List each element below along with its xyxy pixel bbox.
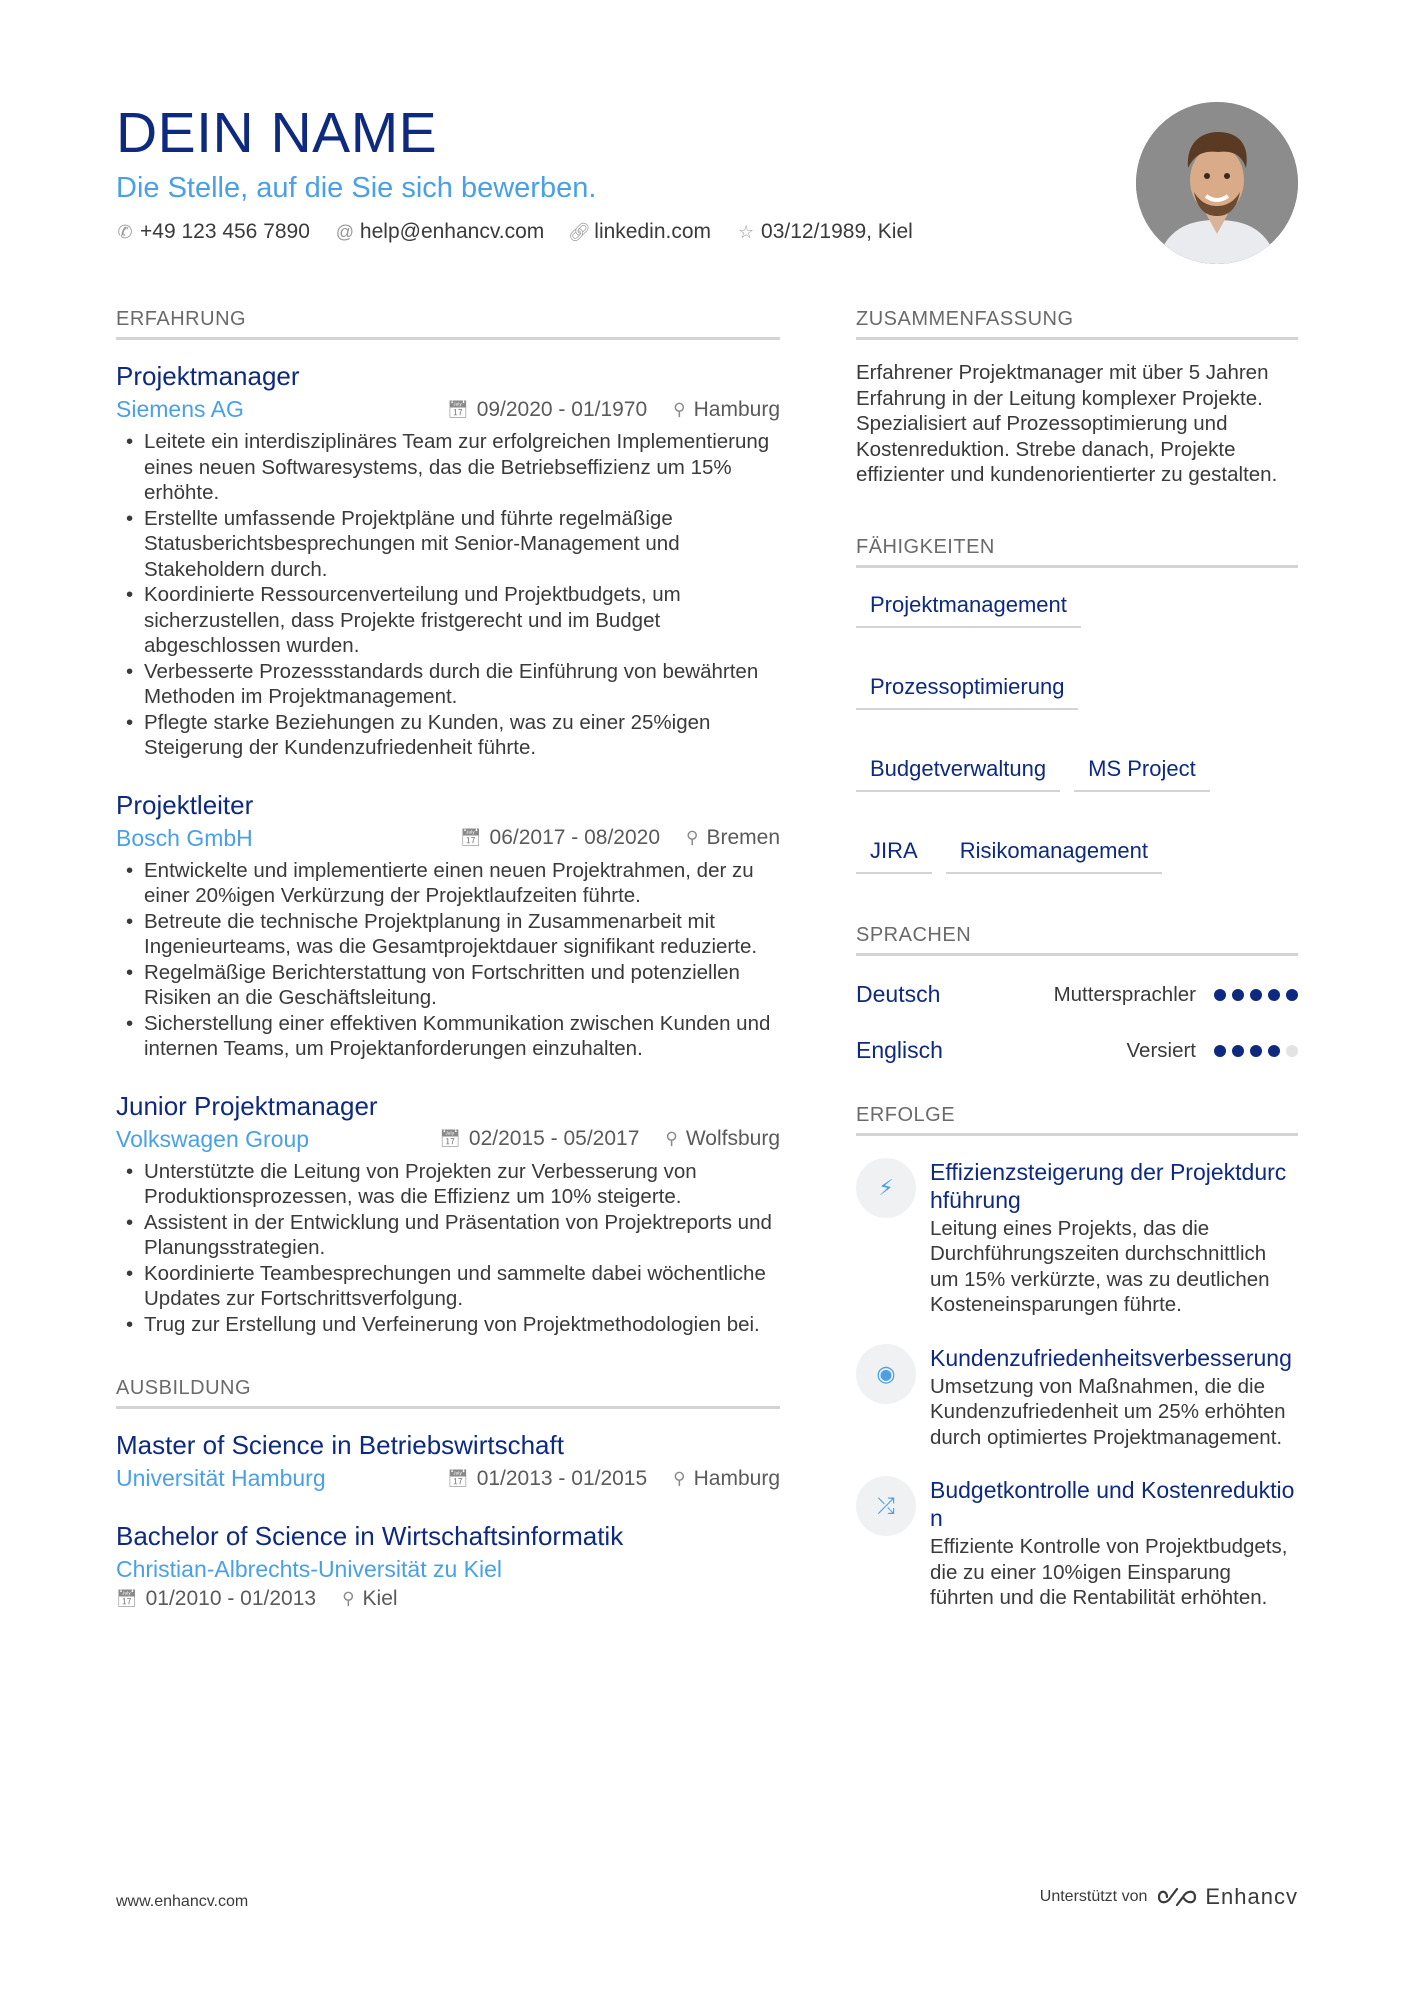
language-rating bbox=[1214, 1045, 1298, 1057]
education-entry bbox=[116, 1520, 780, 1611]
skills-list bbox=[856, 586, 1298, 874]
list-item: • Sicherstellung einer effektiven Kommunikation zwischen Kunden und internen Teams, um Projektanforderungen einzuhalten. bbox=[116, 1011, 780, 1062]
degree-title: Master of Science in Betriebswirtschaft bbox=[116, 1430, 564, 1460]
education-dates-text: 01/2013 - 01/2015 bbox=[476, 1466, 648, 1490]
section-title-experience: ERFAHRUNG bbox=[116, 308, 780, 340]
section-title-education: AUSBILDUNG bbox=[116, 1377, 780, 1409]
list-item: • Unterstützte die Leitung von Projekten zur Verbesserung von Produktionsprozessen, was die Effizienz um 10% steigerte. bbox=[116, 1159, 780, 1210]
section-title-skills: FÄHIGKEITEN bbox=[856, 536, 1298, 568]
language-level: Versiert bbox=[1126, 1038, 1196, 1062]
language-right bbox=[1054, 983, 1298, 1007]
rating-dot-filled bbox=[1250, 1045, 1262, 1057]
job-dates bbox=[439, 1127, 639, 1151]
education-location bbox=[342, 1587, 397, 1611]
contact-email-text[interactable]: help@enhancv.com bbox=[359, 220, 545, 243]
contact-phone bbox=[116, 220, 310, 244]
education-meta-right bbox=[116, 1587, 780, 1611]
list-item: • Entwickelte und implementierte einen neuen Projektrahmen, der zu einer 20%igen Verkürzung der Projektlaufzeiten führte. bbox=[116, 858, 780, 909]
language-right bbox=[1127, 1039, 1299, 1063]
footer-website[interactable]: www.enhancv.com bbox=[116, 1893, 249, 1910]
job-entry bbox=[116, 1090, 780, 1338]
list-item: • Erstellte umfassende Projektpläne und führte regelmäßige Statusberichtsbesprechungen mit Senior-Management und Stakeholdern durch. bbox=[116, 506, 780, 583]
rating-dot-empty bbox=[1286, 1045, 1298, 1057]
contact-birth-text: 03/12/1989, Kiel bbox=[761, 220, 913, 243]
list-item: • Regelmäßige Berichterstattung von Fortschritten und potenziellen Risiken an die Geschäftsleitung. bbox=[116, 960, 780, 1011]
footer-brand bbox=[1040, 1884, 1298, 1910]
rating-dot-filled bbox=[1250, 989, 1262, 1001]
calendar-icon: 📅︎ bbox=[459, 828, 482, 847]
achievement-body bbox=[930, 1476, 1298, 1611]
job-meta-right bbox=[460, 826, 780, 850]
brand-logo[interactable] bbox=[1157, 1884, 1298, 1910]
candidate-name: DEIN NAME bbox=[116, 101, 438, 165]
skill-tag: MS Project bbox=[1074, 750, 1210, 792]
job-meta-right bbox=[439, 1127, 780, 1151]
job-location bbox=[665, 1127, 780, 1151]
job-title: Projektleiter bbox=[116, 789, 254, 820]
achievement-title: Effizienzsteigerung der Projektdurchführung bbox=[930, 1158, 1287, 1213]
job-meta bbox=[116, 825, 780, 852]
achievement-title: Kundenzufriedenheitsverbesserung bbox=[930, 1344, 1292, 1371]
job-entry bbox=[116, 360, 780, 761]
job-dates-text: 09/2020 - 01/1970 bbox=[476, 397, 648, 421]
education-location bbox=[673, 1467, 780, 1491]
job-title: Projektmanager bbox=[116, 361, 300, 391]
achievement-item bbox=[856, 1476, 1298, 1611]
job-meta bbox=[116, 396, 780, 423]
job-bullets bbox=[116, 429, 780, 761]
left-column bbox=[116, 308, 780, 1611]
rating-dot-filled bbox=[1268, 989, 1280, 1001]
achievement-item bbox=[856, 1344, 1298, 1451]
skill-tag: Projektmanagement bbox=[856, 586, 1081, 628]
link-icon: 🔗︎ bbox=[567, 221, 591, 242]
job-meta bbox=[116, 1126, 780, 1153]
profile-photo bbox=[1136, 102, 1298, 264]
achievement-item bbox=[856, 1158, 1298, 1318]
contact-phone-text: +49 123 456 7890 bbox=[140, 220, 310, 243]
job-location-text: Bremen bbox=[706, 826, 780, 849]
skill-tag: Prozessoptimierung bbox=[856, 668, 1078, 710]
job-dates bbox=[460, 826, 660, 850]
location-pin-icon: ⚲ bbox=[673, 1468, 686, 1488]
job-dates bbox=[447, 398, 647, 422]
list-item: • Assistent in der Entwicklung und Präsentation von Projektreports und Planungsstrategien. bbox=[116, 1210, 780, 1261]
achievement-title: Budgetkontrolle und Kostenreduktion bbox=[930, 1477, 1295, 1531]
achievement-desc: Umsetzung von Maßnahmen, die die Kundenzufriedenheit um 25% erhöhten durch optimiertes Projektmanagement. bbox=[930, 1374, 1286, 1449]
contact-email[interactable] bbox=[336, 220, 544, 244]
education-dates-text: 01/2010 - 01/2013 bbox=[145, 1587, 317, 1610]
education-entry bbox=[116, 1429, 780, 1492]
list-item: • Pflegte starke Beziehungen zu Kunden, was zu einer 25%igen Steigerung der Kundenzufriedenheit führte. bbox=[116, 710, 780, 761]
section-title-languages: SPRACHEN bbox=[856, 924, 1298, 956]
lightning-icon: ⚡︎ bbox=[856, 1158, 916, 1218]
rating-dot-filled bbox=[1268, 1045, 1280, 1057]
job-entry bbox=[116, 789, 780, 1062]
company-name: Bosch GmbH bbox=[116, 824, 253, 851]
job-meta-right bbox=[447, 398, 780, 422]
job-location bbox=[673, 398, 780, 422]
company-name: Volkswagen Group bbox=[116, 1125, 310, 1152]
at-icon: @ bbox=[335, 221, 355, 242]
rating-dot-filled bbox=[1214, 989, 1226, 1001]
education-meta bbox=[116, 1465, 780, 1492]
star-icon: ☆ bbox=[737, 221, 755, 242]
job-title-target: Die Stelle, auf die Sie sich bewerben. bbox=[116, 172, 597, 204]
job-bullets bbox=[116, 858, 780, 1062]
location-pin-icon: ⚲ bbox=[673, 399, 686, 419]
summary-text: Erfahrener Projektmanager mit über 5 Jahren Erfahrung in der Leitung komplexer Projekte. Spezialisiert auf Prozessoptimierung und Kostenreduktion. Strebe danach, Projekte effizienter und kundenorientierter zu gestalten. bbox=[856, 361, 1278, 486]
powered-by-label: Unterstützt von bbox=[1039, 1888, 1148, 1905]
infinity-logo-icon bbox=[1157, 1886, 1197, 1908]
education-dates bbox=[447, 1467, 647, 1491]
phone-icon: ✆ bbox=[117, 221, 133, 242]
education-location-text: Hamburg bbox=[693, 1466, 780, 1490]
achievement-desc: Effiziente Kontrolle von Projektbudgets, die zu einer 10%igen Einsparung führten und die Rentabilität erhöhten. bbox=[930, 1535, 1288, 1609]
header bbox=[116, 100, 1116, 244]
skill-tag: JIRA bbox=[856, 832, 932, 874]
education-meta-right bbox=[447, 1467, 780, 1491]
language-row bbox=[856, 978, 1298, 1012]
education-dates bbox=[116, 1587, 316, 1611]
list-item: • Leitete ein interdisziplinäres Team zur erfolgreichen Implementierung eines neuen Softwaresystems, das die Betriebseffizienz um 15% erhöhte. bbox=[116, 429, 780, 506]
school-name: Universität Hamburg bbox=[116, 1465, 326, 1491]
brand-name: Enhancv bbox=[1205, 1884, 1298, 1909]
job-dates-text: 02/2015 - 05/2017 bbox=[468, 1127, 640, 1150]
list-item: • Betreute die technische Projektplanung in Zusammenarbeit mit Ingenieurteams, was die Gesamtprojektdauer signifikant reduzierte. bbox=[116, 909, 780, 960]
achievement-desc: Leitung eines Projekts, das die Durchführungszeiten durchschnittlich um 15% verkürzte, was zu deutlichen Kosteneinsparungen führte. bbox=[930, 1216, 1270, 1316]
degree-title: Bachelor of Science in Wirtschaftsinformatik bbox=[116, 1521, 624, 1551]
location-pin-icon: ⚲ bbox=[342, 1589, 355, 1608]
company-name: Siemens AG bbox=[116, 396, 244, 422]
calendar-icon: 📅︎ bbox=[116, 1589, 138, 1608]
education-location-text: Kiel bbox=[362, 1587, 398, 1610]
job-location-text: Wolfsburg bbox=[685, 1127, 780, 1150]
right-column bbox=[856, 308, 1298, 1611]
skill-tag: Risikomanagement bbox=[946, 832, 1162, 874]
language-row bbox=[856, 1034, 1298, 1068]
calendar-icon: 📅︎ bbox=[447, 1468, 469, 1488]
list-item: • Koordinierte Ressourcenverteilung und Projektbudgets, um sicherzustellen, dass Projekte fristgerecht und im Budget abgeschlossen wurden. bbox=[116, 582, 780, 659]
language-name: Deutsch bbox=[856, 981, 941, 1007]
language-name: Englisch bbox=[856, 1037, 943, 1063]
calendar-icon: 📅︎ bbox=[439, 1129, 461, 1148]
job-location bbox=[686, 826, 780, 850]
calendar-icon: 📅︎ bbox=[447, 399, 469, 419]
list-item: • Verbesserte Prozessstandards durch die Einführung von bewährten Methoden im Projektmanagement. bbox=[116, 659, 780, 710]
contact-birth bbox=[737, 220, 913, 244]
list-item: • Trug zur Erstellung und Verfeinerung von Projektmethodologien bei. bbox=[116, 1312, 780, 1338]
language-level: Muttersprachler bbox=[1053, 982, 1196, 1006]
job-bullets bbox=[116, 1159, 780, 1338]
rating-dot-filled bbox=[1232, 989, 1244, 1001]
job-title: Junior Projektmanager bbox=[116, 1090, 378, 1121]
achievement-body bbox=[930, 1344, 1298, 1451]
location-pin-icon: ⚲ bbox=[686, 828, 699, 847]
school-name: Christian-Albrechts-Universität zu Kiel bbox=[116, 1556, 503, 1582]
list-item: • Koordinierte Teambesprechungen und sammelte dabei wöchentliche Updates zur Fortschrittsverfolgung. bbox=[116, 1261, 780, 1312]
job-dates-text: 06/2017 - 08/2020 bbox=[489, 826, 661, 849]
contact-linkedin-text[interactable]: linkedin.com bbox=[594, 220, 712, 243]
shuffle-icon: ⤮ bbox=[856, 1476, 916, 1536]
location-pin-icon: ⚲ bbox=[665, 1129, 678, 1148]
skill-tag: Budgetverwaltung bbox=[856, 750, 1060, 792]
achievement-body bbox=[930, 1158, 1298, 1318]
rating-dot-filled bbox=[1286, 989, 1298, 1001]
rating-dot-filled bbox=[1214, 1045, 1226, 1057]
rating-dot-filled bbox=[1232, 1045, 1244, 1057]
contact-linkedin[interactable] bbox=[567, 220, 712, 244]
section-title-summary: ZUSAMMENFASSUNG bbox=[856, 308, 1298, 340]
section-title-achievements: ERFOLGE bbox=[856, 1104, 1298, 1136]
contact-list bbox=[116, 220, 1116, 244]
job-location-text: Hamburg bbox=[693, 397, 780, 421]
head-icon: ◉ bbox=[856, 1344, 916, 1404]
language-rating bbox=[1214, 989, 1298, 1001]
